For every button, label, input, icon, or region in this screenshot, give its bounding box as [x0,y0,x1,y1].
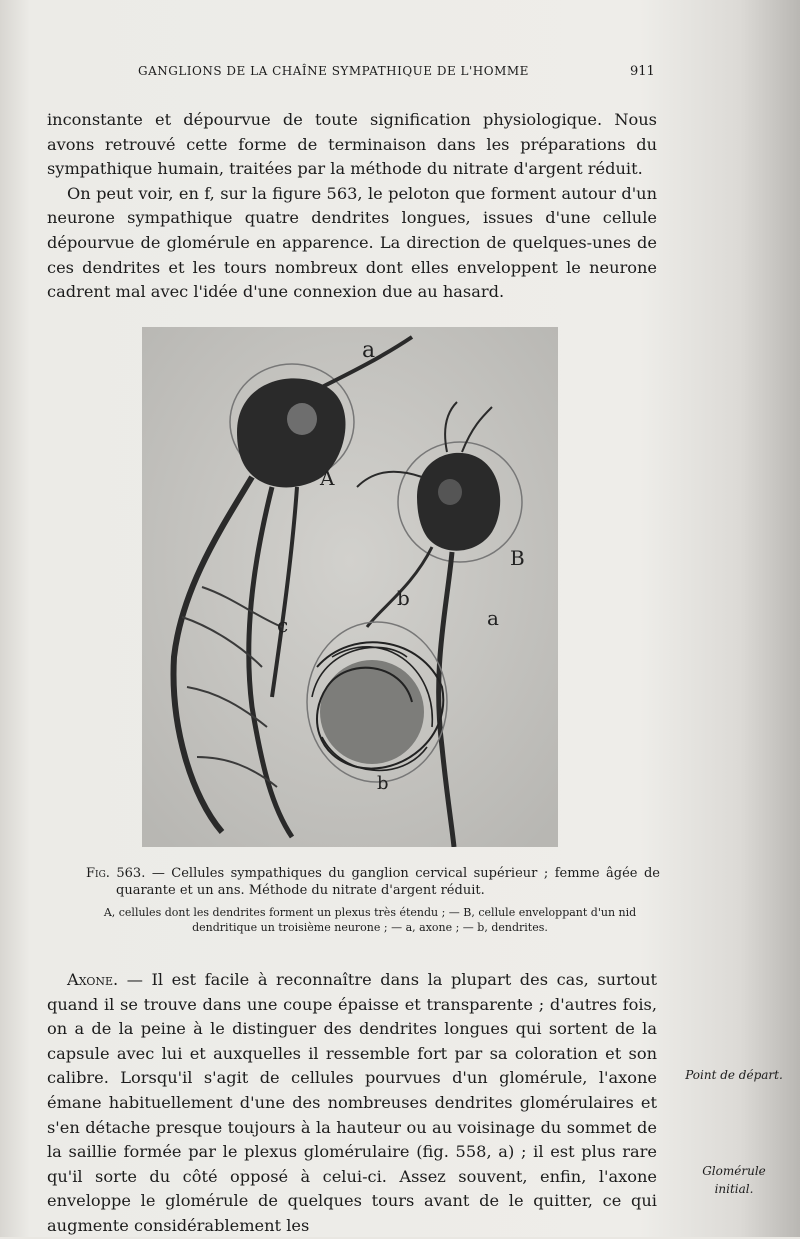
paragraph-1: inconstante et dépourvue de toute signification physiologique. Nous avons retrouvé cette forme de terminaison dans les préparations du sympathique humain, traitées par la méthode du nitrate d'argent réduit. [47,110,657,179]
page-number: 911 [630,64,655,79]
label-a-top: a [362,338,376,363]
caption-main: — Cellules sympathiques du ganglion cervical supérieur ; femme âgée de quarante et un ans. Méthode du nitrate d'argent réduit. [116,866,660,898]
margin-note-1: Point de départ. [685,1068,783,1082]
figure-563 [142,327,558,847]
bottom-text-block [47,968,657,1239]
label-a-right: a [487,606,499,630]
paragraph-3: — Il est facile à reconnaître dans la plupart des cas, surtout quand il se trouve dans une coupe épaisse et transparente ; d'autres fois, on a de la peine à le distinguer des dendrites longues qui sortent de la capsule avec lui et auxquelles il ressemble fort par sa coloration et son calibre. Lorsqu'il s'agit de cellules pourvues d'un glomérule, l'axone émane habituellement d'une des nombreuses dendrites glomérulaires et s'en détache presque toujours à la hauteur ou au voisinage du sommet de la saillie formée par le plexus glomérulaire (fig. 558, a) ; il est plus rare qu'il sorte du côté opposé à celui-ci. Assez souvent, enfin, l'axone enveloppe le glomérule de quelques tours avant de le quitter, ce qui augmente considérablement les [47,970,657,1235]
margin-note-2: Glomérule initial. [702,1164,766,1196]
paragraph-2: On peut voir, en f, sur la figure 563, le peloton que forment autour d'un neurone sympathique quatre dendrites longues, issues d'une cellule dépourvue de glomérule en apparence. La direction de quelques-unes de ces dendrites et les tours nombreux dont elles enveloppent le neurone cadrent mal avec l'idée d'une connexion due au hasard. [47,183,657,302]
cell-b-nucleus [438,479,462,505]
cell-a-nucleus [287,403,317,435]
caption-legend: A, cellules dont les dendrites forment un plexus très étendu ; — B, cellule enveloppant d'un nid dendritique un troisième neurone ; — a, axone ; — b, dendrites. [103,906,637,934]
nest-neuron-body [320,660,424,764]
label-b-lower: b [377,773,389,794]
label-B: B [510,546,525,570]
top-text-block [47,108,657,305]
cell-b-body [417,453,500,551]
neuron-illustration [142,327,558,847]
label-A: A [320,466,335,490]
figure-caption [80,865,660,935]
axone-heading: Axone. [67,970,119,989]
label-c: c [277,613,289,637]
running-title: GANGLIONS DE LA CHAÎNE SYMPATHIQUE DE L'HOMME [138,64,529,78]
caption-number: Fig. 563. [86,866,146,881]
label-b-upper: b [397,586,410,610]
